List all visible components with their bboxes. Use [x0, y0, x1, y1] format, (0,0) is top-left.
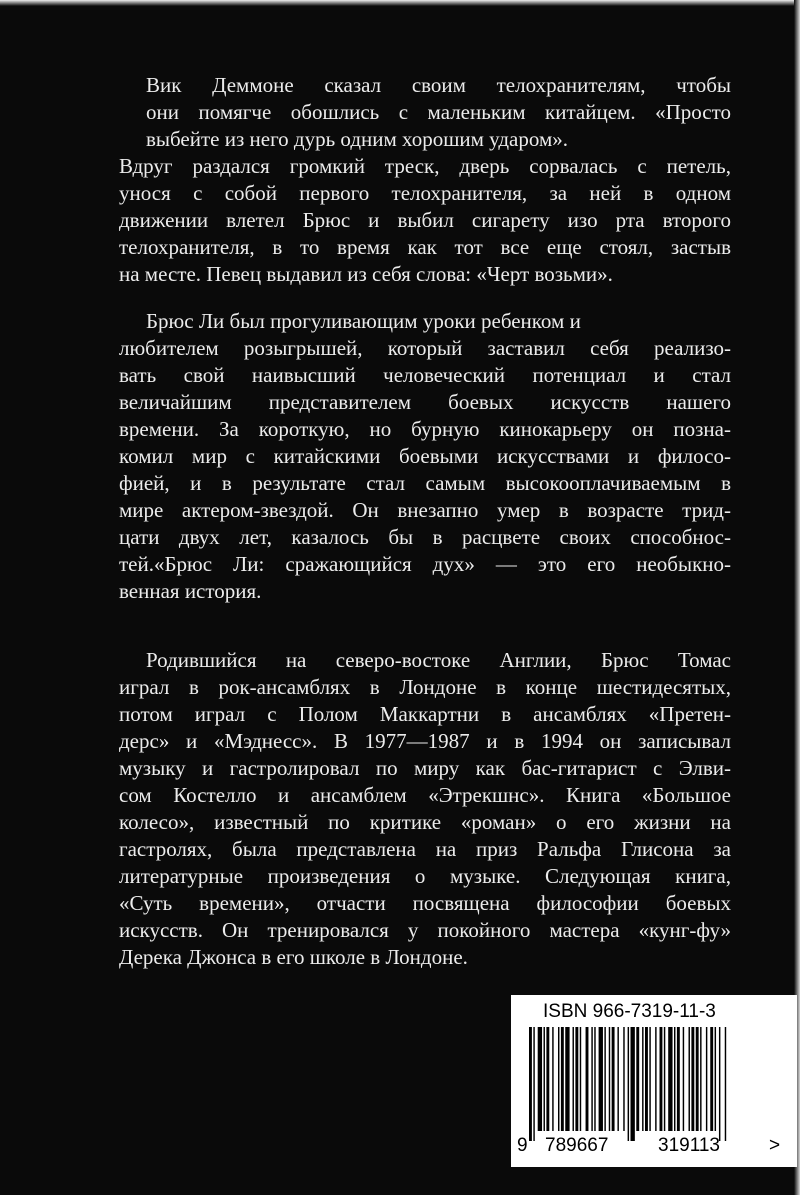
text-line: времени. За короткую, но бурную кинокарьеру он позна- [119, 417, 731, 441]
barcode-bar [719, 1027, 720, 1141]
barcode-bar [533, 1027, 534, 1141]
barcode-bar [655, 1027, 656, 1131]
text-line: выбейте из него дурь одним хорошим ударом». [146, 127, 568, 151]
text-line: Вик Деммоне сказал своим телохранителям, чтобы [146, 73, 731, 97]
barcode-bar [612, 1027, 615, 1131]
barcode-bar [700, 1027, 701, 1131]
barcode-bar [696, 1027, 699, 1131]
barcode-digits-left: 789667 [545, 1135, 609, 1156]
barcode-bar [558, 1027, 559, 1131]
text-line: играл в рок-ансамблях в Лондоне в конце шестидесятых, [119, 675, 731, 699]
barcode-bar [631, 1027, 635, 1141]
barcode-digit-prefix: 9 [517, 1135, 528, 1156]
barcode-bar [538, 1027, 542, 1131]
author-bio-paragraph [119, 647, 731, 971]
text-line: фией, и в результате стал самым высокооплачиваемым в [119, 471, 731, 495]
barcode-bar [660, 1027, 663, 1131]
text-line: Брюс Ли был прогуливающим уроки ребенком и [146, 309, 581, 333]
barcode-bar [575, 1027, 578, 1131]
barcode-bar [706, 1027, 707, 1131]
isbn-label: ISBN 966-7319-11-3 [543, 1001, 716, 1022]
barcode-bar [561, 1027, 564, 1131]
barcode-bar [580, 1027, 581, 1131]
text-line: дерс» и «Мэднесс». В 1977—1987 и в 1994 он записывал [119, 729, 731, 753]
text-line: потом играл с Полом Маккартни в ансамблях «Претен- [119, 702, 731, 726]
text-line: они помягче обошлись с маленьким китайцем. «Просто [146, 100, 731, 124]
barcode-bar [674, 1027, 675, 1131]
barcode-bar [715, 1027, 716, 1131]
barcode-bar [594, 1027, 595, 1131]
barcode-bar [664, 1027, 665, 1131]
text-line: гастролях, была представлена на приз Ральфа Глисона за [119, 837, 731, 861]
barcode-bar [725, 1027, 726, 1141]
barcode-bar [645, 1027, 648, 1131]
text-line: на месте. Певец выдавил из себя слова: «Черт возьми». [119, 262, 613, 286]
barcode-bar [677, 1027, 680, 1131]
barcode-bar [546, 1027, 549, 1131]
intro-paragraph [119, 72, 731, 288]
barcode-bar [623, 1027, 624, 1131]
barcode-digits-right: 319113 [658, 1135, 720, 1156]
barcode-quiet-zone-marker: > [769, 1135, 781, 1156]
barcode-bar [691, 1027, 694, 1131]
barcode-bar [604, 1027, 605, 1131]
barcode-bar [599, 1027, 603, 1131]
text-line: величайшим представителем боевых искусств нашего [119, 390, 731, 414]
text-line: вать свой наивысший человеческий потенциал и стал [119, 363, 731, 387]
barcode-bar [628, 1027, 629, 1141]
barcode-bar [591, 1027, 592, 1131]
text-line: колесо», известный по критике «роман» о его жизни на [119, 810, 731, 834]
text-line: «Суть времени», отчасти посвящена философии боевых [119, 891, 731, 915]
barcode-bar [636, 1027, 639, 1131]
text-line: музыку и гастролировал по миру как бас-гитарист с Элви- [119, 756, 731, 780]
text-line: мире актером-звездой. Он внезапно умер в возрасте трид- [119, 498, 731, 522]
barcode-bar [710, 1027, 713, 1131]
text-line: телохранителя, в то время как тот все еще стоял, застыв [119, 235, 731, 259]
text-line: тей.«Брюс Ли: сражающийся дух» — это его необыкно- [119, 552, 731, 576]
text-line: любителем розыгрышей, который заставил себя реализо- [119, 336, 731, 360]
text-line: унося с собой первого телохранителя, за ней в одном [119, 181, 731, 205]
text-line: Родившийся на северо-востоке Англии, Брюс Томас [146, 648, 731, 672]
barcode-bar [683, 1027, 684, 1131]
text-line: Дерека Джонса в его школе в Лондоне. [119, 945, 468, 969]
text-line: движении влетел Брюс и выбил сигарету изо рта второго [119, 208, 731, 232]
text-line: искусств. Он тренировался у покойного мастера «кунг-фу» [119, 918, 731, 942]
text-line: венная история. [119, 579, 262, 603]
barcode-bar [529, 1027, 532, 1141]
barcode-bar [642, 1027, 643, 1131]
barcode-bar [689, 1027, 690, 1131]
cover-top-edge [0, 0, 800, 6]
barcode-bar [617, 1027, 618, 1131]
text-line: комил мир с китайскими боевыми искусствами и филосо- [119, 444, 731, 468]
barcode-bar [565, 1027, 569, 1131]
barcode-bar [544, 1027, 545, 1131]
barcode-bars [529, 1027, 781, 1145]
barcode-bar [586, 1027, 589, 1131]
barcode-bar [552, 1027, 553, 1131]
barcode-bar [668, 1027, 672, 1131]
barcode-bar [573, 1027, 574, 1131]
synopsis-paragraph [119, 308, 731, 605]
isbn-barcode [511, 995, 797, 1167]
text-line: литературные произведения о музыке. Следующая книга, [119, 864, 731, 888]
barcode-bar [609, 1027, 610, 1131]
text-line: Вдруг раздался громкий треск, дверь сорвалась с петель, [119, 154, 731, 178]
text-line: сом Костелло и ансамблем «Этрекшнс». Книга «Большое [119, 783, 731, 807]
barcode-bar [649, 1027, 650, 1131]
text-line: цати двух лет, казалось бы в расцвете своих способнос- [119, 525, 731, 549]
